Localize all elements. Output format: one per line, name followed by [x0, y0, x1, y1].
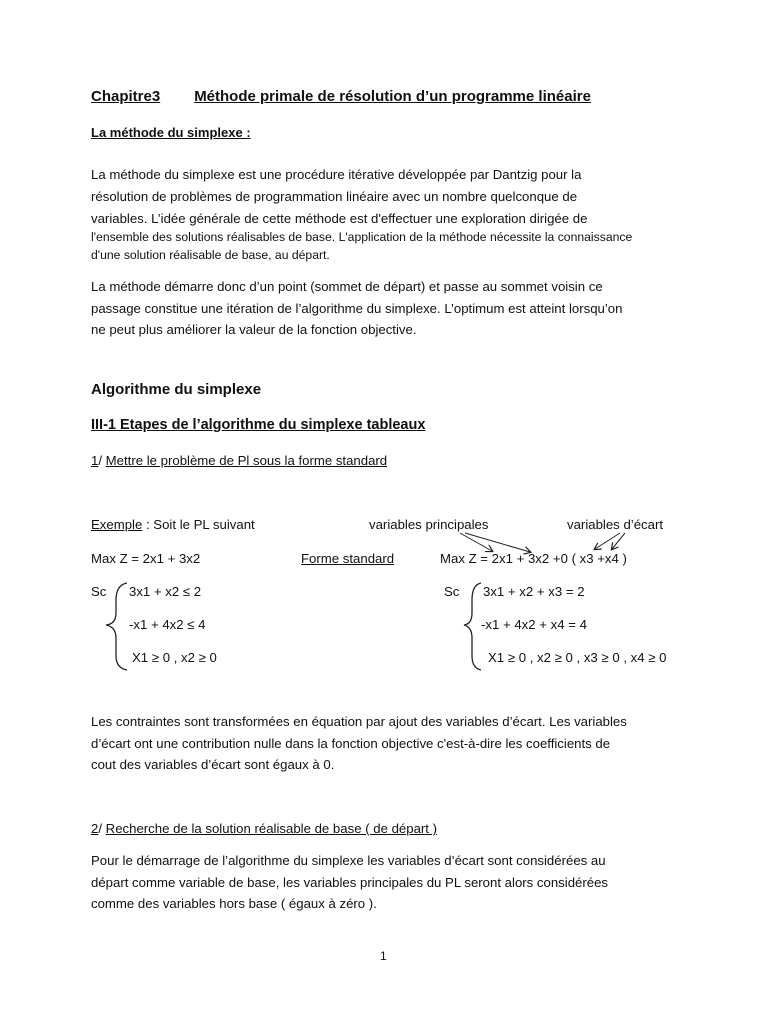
left-constraint: X1 ≥ 0 , x2 ≥ 0 [132, 650, 217, 665]
right-objective: Max Z = 2x1 + 3x2 +0 ( x3 +x4 ) [440, 551, 627, 566]
algorithm-subheading: III-1 Etapes de l’algorithme du simplexe tableaux [91, 417, 426, 433]
chapter-title-text: Méthode primale de résolution d’un programme linéaire [194, 88, 591, 105]
step-1-number: 1 [91, 453, 99, 468]
paragraph-line: Pour le démarrage de l’algorithme du simplexe les variables d’écart sont considérées au [91, 853, 606, 868]
algorithm-heading: Algorithme du simplexe [91, 381, 262, 398]
left-brace [106, 583, 127, 670]
paragraph-line: d'une solution réalisable de base, au départ. [91, 248, 330, 262]
paragraph-line: La méthode démarre donc d’un point (sommet de départ) et passe au sommet voisin ce [91, 279, 603, 294]
paragraph-line: variables. L’idée générale de cette méthode est d'effectuer une exploration dirigée de [91, 211, 588, 226]
step-1-text: Mettre le problème de Pl sous la forme standard [105, 453, 388, 468]
step-2: 2/ Recherche de la solution réalisable de base ( de départ ) [91, 821, 438, 836]
paragraph-line: comme des variables hors base ( égaux à zéro ). [91, 896, 377, 911]
example-intro-text: : Soit le PL suivant [142, 517, 255, 532]
step-1: 1/ Mettre le problème de Pl sous la forme standard [91, 453, 388, 468]
step-2-text: Recherche de la solution réalisable de base ( de départ ) [105, 821, 438, 836]
right-brace [464, 583, 481, 670]
right-constraint: 3x1 + x2 + x3 = 2 [483, 584, 585, 599]
section-heading: La méthode du simplexe : [91, 125, 251, 140]
arrow-to-x4 [612, 533, 625, 549]
paragraph-line: d’écart ont une contribution nulle dans la fonction objective c'est-à-dire les coefficients de [91, 736, 611, 751]
example-label: Exemple [91, 517, 143, 532]
chapter-label: Chapitre3 [91, 88, 161, 105]
page-number: 1 [380, 949, 387, 963]
variables-ecart-label: variables d’écart [567, 517, 664, 532]
forme-standard-label: Forme standard [301, 551, 395, 566]
step-2-number: 2 [91, 821, 99, 836]
right-constraint: X1 ≥ 0 , x2 ≥ 0 , x3 ≥ 0 , x4 ≥ 0 [488, 650, 667, 665]
paragraph-line: ne peut plus améliorer la valeur de la fonction objective. [91, 322, 417, 337]
paragraph-line: passage constitue une itération de l’algorithme du simplexe. L’optimum est atteint lorsqu’on [91, 301, 623, 316]
arrow-to-x3 [595, 533, 620, 549]
paragraph-line: résolution de problèmes de programmation linéaire avec un nombre quelconque de [91, 189, 578, 204]
left-constraint: 3x1 + x2 ≤ 2 [129, 584, 202, 599]
right-constraint: -x1 + 4x2 + x4 = 4 [481, 617, 587, 632]
paragraph-line: Les contraintes sont transformées en équation par ajout des variables d’écart. Les variables [91, 714, 627, 729]
paragraph-line: La méthode du simplexe est une procédure itérative développée par Dantzig pour la [91, 167, 582, 182]
paragraph-line: départ comme variable de base, les variables principales du PL seront alors considérées [91, 875, 609, 890]
paragraph-line: l'ensemble des solutions réalisables de base. L'application de la méthode nécessite la connaissance [91, 230, 633, 244]
sc-left: Sc [91, 584, 107, 599]
left-constraint: -x1 + 4x2 ≤ 4 [129, 617, 206, 632]
arrow-to-x2 [465, 533, 530, 552]
left-objective: Max Z = 2x1 + 3x2 [91, 551, 201, 566]
paragraph-line: cout des variables d’écart sont égaux à 0. [91, 757, 335, 772]
variables-principales-label: variables principales [369, 517, 489, 532]
sc-right: Sc [444, 584, 460, 599]
